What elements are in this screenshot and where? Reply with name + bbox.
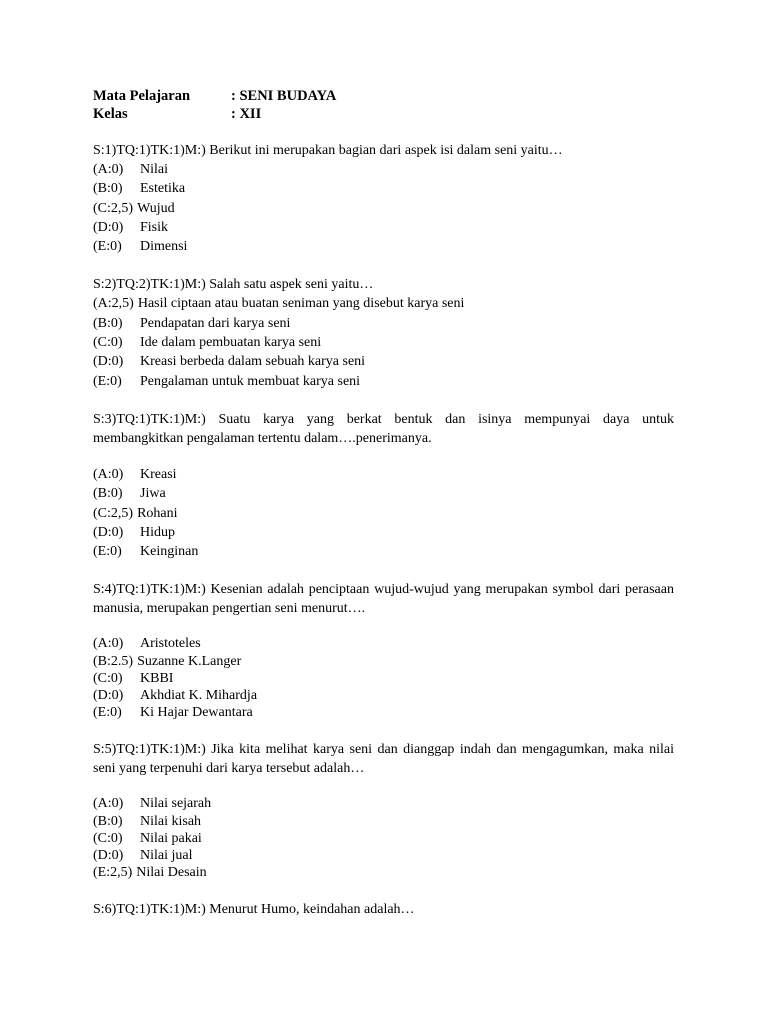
question-text: S:5)TQ:1)TK:1)M:) Jika kita melihat karya seni dan dianggap indah dan mengagumkan, maka nilai seni yang terpenuhi dari karya tersebut adalah… xyxy=(93,742,674,777)
option-a xyxy=(93,294,674,313)
option-b xyxy=(93,314,674,333)
class-label: Kelas xyxy=(93,106,128,122)
option-key: (D:0) xyxy=(93,524,124,540)
option-text: KBBI xyxy=(140,670,174,686)
option-key: (E:0) xyxy=(93,705,122,721)
question-5 xyxy=(93,740,674,881)
option-e xyxy=(93,237,674,256)
option-a xyxy=(93,635,674,652)
option-key: (A:0) xyxy=(93,466,124,482)
option-key: (A:0) xyxy=(93,162,124,177)
subject-value: : SENI BUDAYA xyxy=(231,88,337,104)
question-6 xyxy=(93,900,674,919)
option-a xyxy=(93,795,674,812)
option-text: Nilai sejarah xyxy=(140,796,212,812)
option-key: (B:0) xyxy=(93,813,123,829)
option-key: (E:0) xyxy=(93,373,122,389)
option-text: Dimensi xyxy=(140,239,188,255)
option-key: (D:0) xyxy=(93,688,124,704)
option-d xyxy=(93,847,674,864)
option-b xyxy=(93,484,674,503)
option-key: (D:0) xyxy=(93,354,124,370)
option-text: Suzanne K.Langer xyxy=(137,653,242,669)
option-key: (C:2,5) xyxy=(93,200,134,216)
option-d xyxy=(93,523,674,542)
question-2 xyxy=(93,275,674,390)
question-3 xyxy=(93,410,674,561)
option-a xyxy=(93,160,674,179)
option-c xyxy=(93,830,674,847)
subject-label: Mata Pelajaran xyxy=(93,88,191,104)
option-key: (B:0) xyxy=(93,486,123,502)
option-key: (E:2,5) xyxy=(93,865,133,881)
option-text: Kreasi berbeda dalam sebuah karya seni xyxy=(140,354,366,370)
question-text: S:4)TQ:1)TK:1)M:) Kesenian adalah penciptaan wujud-wujud yang merupakan symbol dari perasaan manusia, merupakan pengertian seni menurut…. xyxy=(93,582,674,617)
option-key: (B:0) xyxy=(93,181,123,197)
option-text: Jiwa xyxy=(140,486,166,502)
option-key: (E:0) xyxy=(93,544,122,560)
question-text: S:6)TQ:1)TK:1)M:) Menurut Humo, keindahan adalah… xyxy=(93,902,415,918)
subject-row xyxy=(93,87,674,105)
option-text: Nilai Desain xyxy=(136,865,207,881)
question-text: S:2)TQ:2)TK:1)M:) Salah satu aspek seni yaitu… xyxy=(93,277,374,293)
option-text: Hasil ciptaan atau buatan seniman yang disebut karya seni xyxy=(137,296,465,312)
option-text: Nilai kisah xyxy=(140,813,202,829)
option-b xyxy=(93,813,674,830)
option-e xyxy=(93,864,674,881)
option-d xyxy=(93,352,674,371)
option-text: Rohani xyxy=(137,505,178,521)
question-text: S:1)TQ:1)TK:1)M:) Berikut ini merupakan bagian dari aspek isi dalam seni yaitu… xyxy=(93,143,563,158)
option-key: (A:2,5) xyxy=(93,296,134,312)
option-key: (C:0) xyxy=(93,335,123,351)
option-key: (A:0) xyxy=(93,636,124,652)
option-text: Nilai jual xyxy=(140,848,193,864)
option-c xyxy=(93,504,674,523)
option-text: Nilai pakai xyxy=(140,830,202,846)
option-c xyxy=(93,670,674,687)
option-key: (E:0) xyxy=(93,239,122,255)
class-value: : XII xyxy=(231,106,262,122)
option-key: (A:0) xyxy=(93,796,124,812)
option-text: Estetika xyxy=(140,181,186,197)
option-key: (B:0) xyxy=(93,315,123,331)
option-key: (B:2.5) xyxy=(93,653,134,669)
document-page xyxy=(93,87,674,938)
option-b xyxy=(93,653,674,670)
option-text: Kreasi xyxy=(140,466,177,482)
option-c xyxy=(93,199,674,218)
option-key: (C:2,5) xyxy=(93,505,134,521)
option-c xyxy=(93,333,674,352)
option-e xyxy=(93,542,674,561)
option-text: Wujud xyxy=(137,200,175,216)
option-key: (D:0) xyxy=(93,219,124,235)
option-d xyxy=(93,687,674,704)
option-text: Akhdiat K. Mihardja xyxy=(140,688,258,704)
class-row xyxy=(93,105,674,123)
question-1 xyxy=(93,141,674,256)
option-d xyxy=(93,218,674,237)
question-text: S:3)TQ:1)TK:1)M:) Suatu karya yang berkat bentuk dan isinya mempunyai daya untuk membangkitkan pengalaman tertentu dalam….penerimanya. xyxy=(93,411,674,446)
option-key: (C:0) xyxy=(93,670,123,686)
option-text: Ide dalam pembuatan karya seni xyxy=(140,335,322,351)
option-text: Aristoteles xyxy=(140,636,201,652)
document-header xyxy=(93,87,674,123)
option-key: (D:0) xyxy=(93,848,124,864)
option-e xyxy=(93,372,674,391)
option-text: Pengalaman untuk membuat karya seni xyxy=(140,373,361,389)
option-b xyxy=(93,179,674,198)
option-text: Ki Hajar Dewantara xyxy=(140,705,253,721)
option-text: Nilai xyxy=(140,162,168,177)
option-text: Fisik xyxy=(140,219,169,235)
option-text: Keinginan xyxy=(140,544,199,560)
option-text: Pendapatan dari karya seni xyxy=(140,315,291,331)
option-text: Hidup xyxy=(140,524,175,540)
option-e xyxy=(93,704,674,721)
question-4 xyxy=(93,580,674,721)
option-a xyxy=(93,465,674,484)
option-key: (C:0) xyxy=(93,830,123,846)
